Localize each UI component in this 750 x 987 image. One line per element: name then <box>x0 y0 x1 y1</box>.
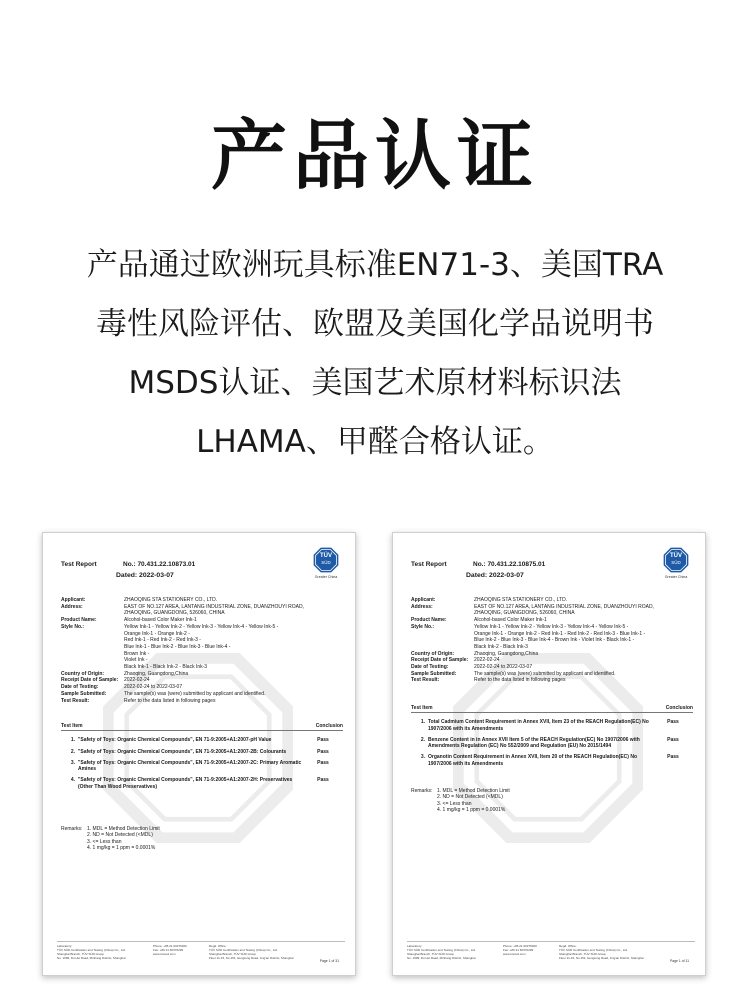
description-line: LHAMA、甲醛合格认证。 <box>196 424 554 460</box>
item-number: 2. <box>420 736 425 743</box>
report-header <box>61 561 196 579</box>
field-label: Applicant: <box>411 597 436 603</box>
remarks-label: Remarks: <box>61 826 83 832</box>
footer-line: www.tuvsud.com <box>503 951 526 956</box>
field-label: Test Result: <box>61 697 90 704</box>
report-field <box>411 604 693 617</box>
report-field <box>411 664 693 671</box>
field-label: Style No.: <box>61 623 85 630</box>
footer-line: No. 1999, Du Hui Road, Minhang District, Shanghai <box>407 955 476 960</box>
report-field <box>61 684 343 691</box>
tuv-octagon-icon <box>313 547 339 573</box>
item-number: 1. <box>70 737 75 744</box>
footer-column <box>559 945 644 961</box>
report-field <box>411 597 693 604</box>
test-report-document <box>42 532 356 976</box>
item-conclusion: Pass <box>317 748 329 755</box>
page-number: Page 1 of 31 <box>319 959 339 964</box>
footer-column <box>209 945 294 961</box>
item-number: 1. <box>420 719 425 726</box>
logo-subtext: SÜD <box>671 560 681 565</box>
description-line: MSDS认证、美国艺术原材料标识法 <box>128 365 622 401</box>
field-label: Test Result: <box>411 677 440 684</box>
footer-line: TÜV SÜD Certification and Testing (China) Co., Ltd. <box>407 947 476 952</box>
item-text: Benzene Content in in Annex XVII Item 5 of the REACH Regulation(EC) No 1907/2006 with Amendments Regulation (EC) No 552/2009 and Regulation (EU) No 2015/1494 <box>428 736 640 750</box>
report-field <box>411 651 693 658</box>
test-items-table <box>61 723 343 795</box>
item-conclusion: Pass <box>317 759 329 766</box>
footer-line: TÜV SÜD Certification and Testing (China) Co., Ltd. <box>559 947 628 952</box>
report-date: Dated: 2022-03-07 <box>466 572 524 579</box>
table-row <box>411 754 693 767</box>
report-field <box>61 597 343 604</box>
field-value: 2022-02-24 <box>124 677 150 684</box>
report-field <box>61 698 343 705</box>
table-header <box>411 705 693 713</box>
field-value: ZHAOQING, GUANGDONG, 526060, CHINA <box>474 610 575 617</box>
footer-line: Shanghai Branch, TÜV SÜD Group <box>57 951 104 956</box>
footer-line: Fax: +86 21 60376299 <box>153 947 184 952</box>
logo-subtext: SÜD <box>321 560 331 565</box>
remark-line: 4. 1 mg/kg = 1 ppm = 0.0001% <box>437 807 506 814</box>
report-number: No.: 70.431.22.10875.01 <box>473 561 546 568</box>
footer-line: Laboratory: <box>57 944 73 948</box>
footer-line: TÜV SÜD Certification and Testing (China) Co., Ltd. <box>57 947 126 952</box>
footer-line: www.tuvsud.com <box>153 951 176 956</box>
certification-description <box>0 236 750 472</box>
field-value: Brown Ink - <box>124 650 150 657</box>
logo-caption: Greater China <box>664 575 688 579</box>
field-value: Refer to the data listed in following pages <box>474 677 566 684</box>
item-text: "Safety of Toys: Organic Chemical Compounds", EN 71-9:2005+A1:2007-pH Value <box>78 737 272 744</box>
report-field <box>411 617 693 624</box>
footer-line: TÜV SÜD Certification and Testing (China) Co., Ltd. <box>209 947 278 952</box>
field-value: Zhaoqing, Guangdong,China <box>124 670 189 677</box>
field-value: Black Ink-2 - Black Ink-3 <box>474 643 528 650</box>
footer-line: Floor 11-15, No.151, Hengtong Road, Jing'an District, Shanghai <box>559 955 644 960</box>
field-value: Zhaoqing, Guangdong,China <box>474 650 539 657</box>
field-label: Address: <box>61 603 83 610</box>
report-footer <box>57 941 345 967</box>
footer-line: Shanghai Branch, TÜV SÜD Group <box>407 951 454 956</box>
report-field <box>61 604 343 617</box>
report-field <box>61 624 343 671</box>
column-test-item: Test Item <box>411 705 433 711</box>
field-value: Orange Ink-1 - Orange Ink-2 - <box>124 630 190 637</box>
field-value: 2022-02-24 to 2022-03-07 <box>124 684 183 691</box>
footer-line: Floor 11-15, No.151, Hengtong Road, Jing'an District, Shanghai <box>209 955 294 960</box>
field-label: Sample Submitted: <box>411 670 457 677</box>
field-value: Black Ink-1 - Black Ink-2 - Black Ink-3 <box>124 664 208 671</box>
field-value: The sample(s) was (were) submitted by applicant and identified. <box>474 670 616 677</box>
footer-line: No. 1999, Du Hui Road, Minhang District, Shanghai <box>57 955 126 960</box>
logo-text: TÜV <box>670 553 682 559</box>
footer-column <box>407 945 476 961</box>
description-line: 产品通过欧洲玩具标准EN71-3、美国TRA <box>86 247 664 283</box>
report-title: Test Report <box>61 561 97 568</box>
table-row <box>61 760 343 773</box>
item-text: Organotin Content Requirement in Annex XVII, Item 20 of the REACH Regulation(EC) No 1907/2006 with its Amendments <box>428 754 637 767</box>
item-conclusion: Pass <box>667 736 679 743</box>
item-text: Total Cadmium Content Requirement in Annex XVII, Item 23 of the REACH Regulation(EC) No 1907/2006 with its Amendments <box>428 719 649 732</box>
footer-line: Shanghai Branch, TÜV SÜD Group <box>209 951 256 956</box>
column-conclusion: Conclusion <box>665 705 693 711</box>
footer-line: Shanghai Branch, TÜV SÜD Group <box>559 951 606 956</box>
field-value: Blue Ink-2 - Blue Ink-3 - Blue Ink-4 - Brown Ink - Violet Ink - Black Ink-1 - <box>474 637 635 644</box>
report-title: Test Report <box>411 561 447 568</box>
report-field <box>411 657 693 664</box>
footer-line: Phone: +86 21 60376300 <box>503 944 537 948</box>
field-label: Date of Testing: <box>61 684 99 691</box>
footer-line: Laboratory: <box>407 944 423 948</box>
field-value: Alcohol-based Color Maker Ink-1 <box>124 617 197 624</box>
report-fields <box>61 597 343 704</box>
report-field <box>61 691 343 698</box>
field-label: Country of Origin: <box>411 650 455 657</box>
field-value: Yellow Ink-1 - Yellow Ink-2 - Yellow Ink-3 - Yellow Ink-4 - Yellow Ink-5 - <box>474 623 629 630</box>
report-field <box>61 677 343 684</box>
item-conclusion: Pass <box>317 777 329 784</box>
report-field <box>61 617 343 624</box>
remark-line: 2. ND = Not Detected (<MDL) <box>437 794 503 801</box>
field-value: Alcohol-based Color Maker Ink-1 <box>474 617 547 624</box>
field-value: EAST OF NO.127 AREA, LANTANG INDUSTRIAL ZONE, DUANZHOUYI ROAD, <box>474 603 654 610</box>
remark-line: 4. 1 mg/kg = 1 ppm = 0.0001% <box>87 845 156 852</box>
field-label: Style No.: <box>411 623 435 630</box>
remark-line: 2. ND = Not Detected (<MDL) <box>87 832 153 839</box>
report-field <box>411 624 693 651</box>
field-value: 2022-02-24 <box>474 657 500 664</box>
table-row <box>61 749 343 755</box>
report-fields <box>411 597 693 684</box>
footer-line: Fax: +86 21 60376299 <box>503 947 534 952</box>
test-report-document <box>392 532 706 976</box>
report-field <box>61 671 343 678</box>
table-row <box>61 777 343 790</box>
report-field <box>411 671 693 678</box>
report-number: No.: 70.431.22.10873.01 <box>123 561 196 568</box>
footer-column <box>503 945 537 957</box>
item-number: 3. <box>70 759 75 766</box>
field-value: Violet Ink - <box>124 657 148 664</box>
table-row <box>411 719 693 732</box>
column-test-item: Test Item <box>61 723 83 729</box>
field-label: Address: <box>411 603 433 610</box>
field-label: Date of Testing: <box>411 664 449 671</box>
remark-line: 1. MDL = Method Detection Limit <box>87 826 160 832</box>
footer-line: Regd. Office: <box>559 944 577 948</box>
remark-line: 1. MDL = Method Detection Limit <box>437 788 510 794</box>
item-conclusion: Pass <box>667 719 679 726</box>
item-number: 3. <box>420 754 425 761</box>
item-text: "Safety of Toys: Organic Chemical Compounds", EN 71-9:2005+A1:2007-2B: Colourants <box>78 748 287 755</box>
item-number: 4. <box>70 777 75 784</box>
logo-text: TÜV <box>320 553 332 559</box>
item-text: "Safety of Toys: Organic Chemical Compounds", EN 71-9:2005+A1:2007-2H: Preservatives (Other Than Wood Preservatives) <box>78 777 293 790</box>
field-label: Applicant: <box>61 597 86 603</box>
footer-column <box>153 945 187 957</box>
report-footer <box>407 941 695 967</box>
remark-line: 3. <= Less than <box>87 838 122 845</box>
column-conclusion: Conclusion <box>315 723 343 729</box>
table-row <box>61 737 343 743</box>
item-conclusion: Pass <box>667 754 679 761</box>
page-heading: 产品认证 <box>211 111 539 200</box>
field-value: ZHAOQING STA STATIONERY CO., LTD. <box>474 597 568 603</box>
report-field <box>411 677 693 684</box>
field-value: 2022-02-24 to 2022-03-07 <box>474 664 533 671</box>
table-row <box>411 737 693 750</box>
field-value: Orange Ink-1 - Orange Ink-2 - Red Ink-1 - Red Ink-2 - Red Ink-3 - Blue Ink-1 - <box>474 630 646 637</box>
table-header <box>61 723 343 731</box>
field-value: ZHAOQING, GUANGDONG, 526060, CHINA <box>124 610 225 617</box>
tuv-octagon-icon <box>663 547 689 573</box>
field-label: Product Name: <box>411 617 447 624</box>
field-label: Receipt Date of Sample: <box>411 657 469 664</box>
field-value: ZHAOQING STA STATIONERY CO., LTD. <box>124 597 218 603</box>
test-items-table <box>411 705 693 772</box>
field-label: Sample Submitted: <box>61 690 107 697</box>
footer-line: Phone: +86 21 60376300 <box>153 944 187 948</box>
tuv-logo <box>313 547 339 579</box>
page-number: Page 1 of 11 <box>670 959 689 964</box>
field-value: Yellow Ink-1 - Yellow Ink-2 - Yellow Ink-3 - Yellow Ink-4 - Yellow Ink-5 - <box>124 623 279 630</box>
field-value: Refer to the data listed in following pages <box>124 697 216 704</box>
field-label: Product Name: <box>61 617 97 624</box>
field-label: Country of Origin: <box>61 670 105 677</box>
logo-caption: Greater China <box>314 575 338 579</box>
item-number: 2. <box>70 748 75 755</box>
item-conclusion: Pass <box>317 737 329 744</box>
field-value: Blue Ink-1 - Blue Ink-2 - Blue Ink-3 - Blue Ink-4 - <box>124 643 231 650</box>
field-label: Receipt Date of Sample: <box>61 677 119 684</box>
field-value: The sample(s) was (were) submitted by applicant and identified. <box>124 690 266 697</box>
report-header <box>411 561 546 579</box>
field-value: EAST OF NO.127 AREA, LANTANG INDUSTRIAL ZONE, DUANZHOUYI ROAD, <box>124 603 304 610</box>
footer-column <box>57 945 126 961</box>
footer-line: Regd. Office: <box>209 944 227 948</box>
tuv-logo <box>663 547 689 579</box>
field-value: Red Ink-1 - Red Ink-2 - Red Ink-3 - <box>124 637 201 644</box>
item-text: "Safety of Toys: Organic Chemical Compounds", EN 71-9:2005+A1:2007-2C: Primary Aromatic Amines <box>78 759 302 773</box>
report-date: Dated: 2022-03-07 <box>116 572 174 579</box>
description-line: 毒性风险评估、欧盟及美国化学品说明书 <box>96 306 654 342</box>
remark-line: 3. <= Less than <box>437 800 472 807</box>
remarks-label: Remarks: <box>411 788 433 794</box>
